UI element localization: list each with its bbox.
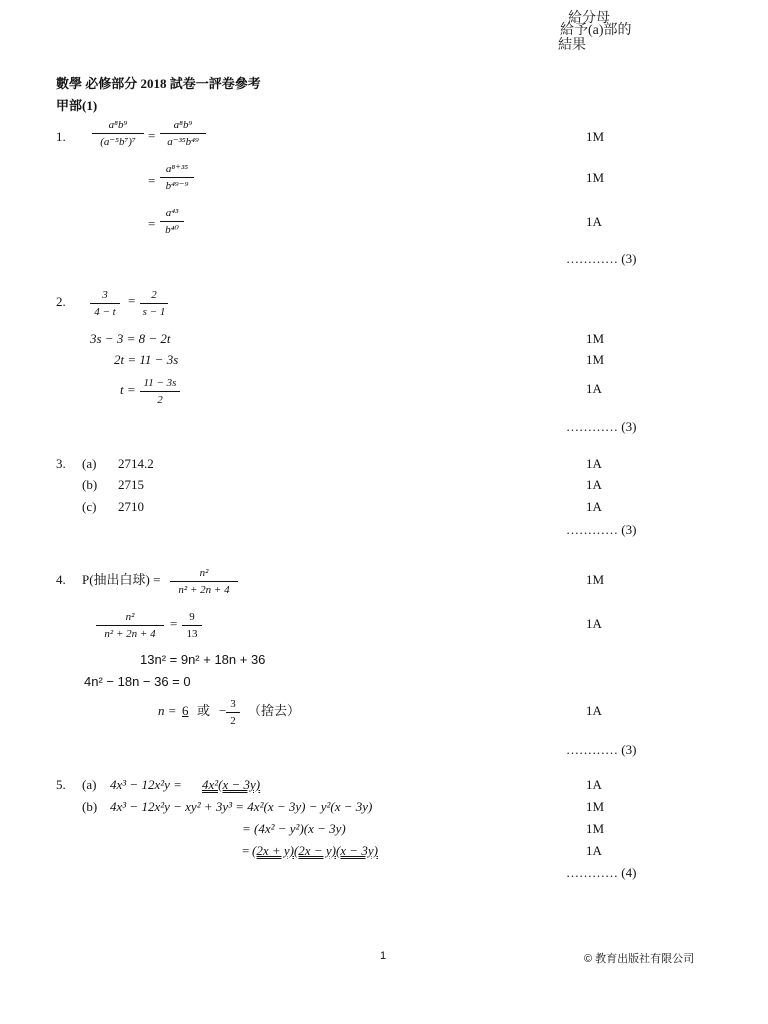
q2-fraction-1	[90, 288, 120, 319]
q1-f4-denominator: b⁴⁰	[165, 224, 179, 236]
q3-part-a-label: (a)	[82, 456, 97, 471]
q1-fraction-2	[160, 118, 206, 149]
q4-number: 4.	[56, 572, 66, 587]
q5-mark-1: 1A	[586, 777, 602, 792]
q5-subtotal: ………… (4)	[566, 865, 637, 880]
header-overlay-line2: 給予(a)部的	[560, 23, 632, 38]
q4-fraction-2	[96, 610, 164, 641]
q2-f3-denominator: 2	[157, 394, 163, 406]
q3-number: 3.	[56, 456, 66, 471]
q1-f3-bar	[160, 177, 194, 178]
q2-line-2: 2t = 11 − 3s	[114, 352, 179, 367]
q1-equals-1: =	[148, 128, 156, 143]
header-overlay-line1: 給分母	[568, 11, 610, 26]
q2-f1-numerator: 3	[102, 289, 108, 301]
q2-fraction-2	[140, 288, 168, 319]
q2-line-1: 3s − 3 = 8 − 2t	[90, 331, 171, 346]
q4-answer-value: 6	[182, 703, 189, 718]
q4-f1-numerator: n²	[199, 567, 209, 579]
copyright-notice: © 教育出版社有限公司	[584, 953, 695, 965]
q4-f3-bar	[182, 625, 202, 626]
q4-f3-numerator: 9	[189, 611, 195, 623]
q4-f3-denominator: 13	[186, 628, 198, 640]
q4-fraction-3	[182, 610, 202, 641]
q1-f1-numerator: a⁸b⁹	[108, 119, 128, 131]
q1-fraction-4	[160, 206, 184, 237]
q4-answer-or: 或	[197, 703, 211, 718]
q2-mark-1: 1M	[586, 331, 605, 346]
q1-equals-3: =	[148, 216, 156, 231]
q1-subtotal: ………… (3)	[566, 251, 637, 266]
q1-mark-3: 1A	[586, 214, 602, 229]
q1-f3-denominator: b⁴⁹⁻⁹	[165, 180, 189, 192]
q2-f2-numerator: 2	[151, 289, 157, 301]
q3-part-a-value: 2714.2	[118, 456, 154, 471]
q4-mark-3: 1A	[586, 703, 602, 718]
q1-f2-bar	[160, 133, 206, 134]
q4-subtotal: ………… (3)	[566, 742, 637, 757]
header-overlay-line3: 結果	[558, 38, 586, 53]
q2-f2-bar	[140, 303, 168, 304]
q5-part-a-answer: 4x²(x − 3y)	[202, 777, 261, 792]
q4-f2-denominator: n² + 2n + 4	[104, 628, 156, 640]
q4-mark-1: 1M	[586, 572, 605, 587]
q4-f4-bar	[226, 712, 240, 713]
q2-number: 2.	[56, 294, 66, 309]
q2-f2-denominator: s − 1	[142, 306, 166, 318]
q3-part-b-label: (b)	[82, 477, 98, 492]
q4-f1-denominator: n² + 2n + 4	[178, 584, 230, 596]
q1-f4-numerator: a⁴³	[165, 207, 179, 219]
q1-equals-2: =	[148, 173, 156, 188]
q1-number: 1.	[56, 129, 66, 144]
q2-equals: =	[128, 293, 136, 308]
q3-part-a-mark: 1A	[586, 456, 602, 471]
q3-part-b-value: 2715	[118, 477, 144, 492]
page-number: 1	[380, 950, 387, 962]
q4-mark-2: 1A	[586, 616, 602, 631]
q5-number: 5.	[56, 777, 66, 792]
q2-mark-3: 1A	[586, 381, 602, 396]
q5-part-a-label: (a)	[82, 777, 97, 792]
q4-equals: =	[170, 616, 178, 631]
q4-answer-neg: −	[219, 703, 227, 718]
section-heading: 甲部(1)	[56, 98, 98, 113]
q2-line-3-left: t =	[120, 382, 136, 397]
q3-part-b-mark: 1A	[586, 477, 602, 492]
q5-mark-3: 1M	[586, 821, 605, 836]
q3-part-c-value: 2710	[118, 499, 144, 514]
q5-mark-4: 1A	[586, 843, 602, 858]
q4-f1-bar	[170, 581, 238, 582]
q3-subtotal: ………… (3)	[566, 522, 637, 537]
q4-answer-left: n =	[158, 703, 177, 718]
q4-probability-label: P(抽出白球) =	[82, 572, 161, 587]
q1-fraction-1	[92, 118, 144, 149]
q4-line-2: 4n² − 18n − 36 = 0	[84, 674, 191, 689]
q2-f3-numerator: 11 − 3s	[143, 377, 177, 389]
q4-f2-bar	[96, 625, 164, 626]
q2-subtotal: ………… (3)	[566, 419, 637, 434]
q5-part-b-line-3-eq: =	[242, 843, 250, 858]
q5-part-a-expr: 4x³ − 12x²y =	[110, 777, 182, 792]
q3-part-c-label: (c)	[82, 499, 97, 514]
q4-f4-denominator: 2	[230, 715, 236, 727]
q4-line-1: 13n² = 9n² + 18n + 36	[140, 652, 266, 667]
q4-fraction-1	[170, 566, 238, 597]
q3-part-c-mark: 1A	[586, 499, 602, 514]
q2-f1-denominator: 4 − t	[94, 306, 116, 318]
q1-fraction-3	[160, 162, 194, 193]
q2-f3-bar	[140, 391, 180, 392]
q2-fraction-3	[140, 376, 180, 407]
q5-part-b-answer: (2x + y)(2x − y)(x − 3y)	[252, 843, 378, 858]
q1-f2-denominator: a⁻³⁵b⁴⁹	[167, 136, 199, 148]
q4-answer-reject: （捨去）	[248, 703, 301, 718]
q2-mark-2: 1M	[586, 352, 605, 367]
q1-f4-bar	[160, 221, 184, 222]
q5-mark-2: 1M	[586, 799, 605, 814]
q4-f4-numerator: 3	[230, 698, 236, 710]
page-title: 數學 必修部分 2018 試卷一評卷參考	[56, 76, 261, 91]
q5-part-b-expr: 4x³ − 12x²y − xy² + 3y³ = 4x²(x − 3y) − y²(x − 3y)	[110, 799, 373, 814]
q1-f3-numerator: a⁸⁺³⁵	[165, 163, 189, 175]
q5-part-b-label: (b)	[82, 799, 98, 814]
q1-mark-2: 1M	[586, 170, 605, 185]
q1-mark-1: 1M	[586, 129, 605, 144]
q1-f2-numerator: a⁸b⁹	[173, 119, 193, 131]
q5-part-b-line-2: = (4x² − y²)(x − 3y)	[242, 821, 346, 836]
q1-f1-bar	[92, 133, 144, 134]
q4-fraction-4	[226, 697, 240, 728]
q4-f2-numerator: n²	[125, 611, 135, 623]
q2-f1-bar	[90, 303, 120, 304]
q1-f1-denominator: (a⁻⁵b⁷)⁷	[100, 136, 136, 148]
